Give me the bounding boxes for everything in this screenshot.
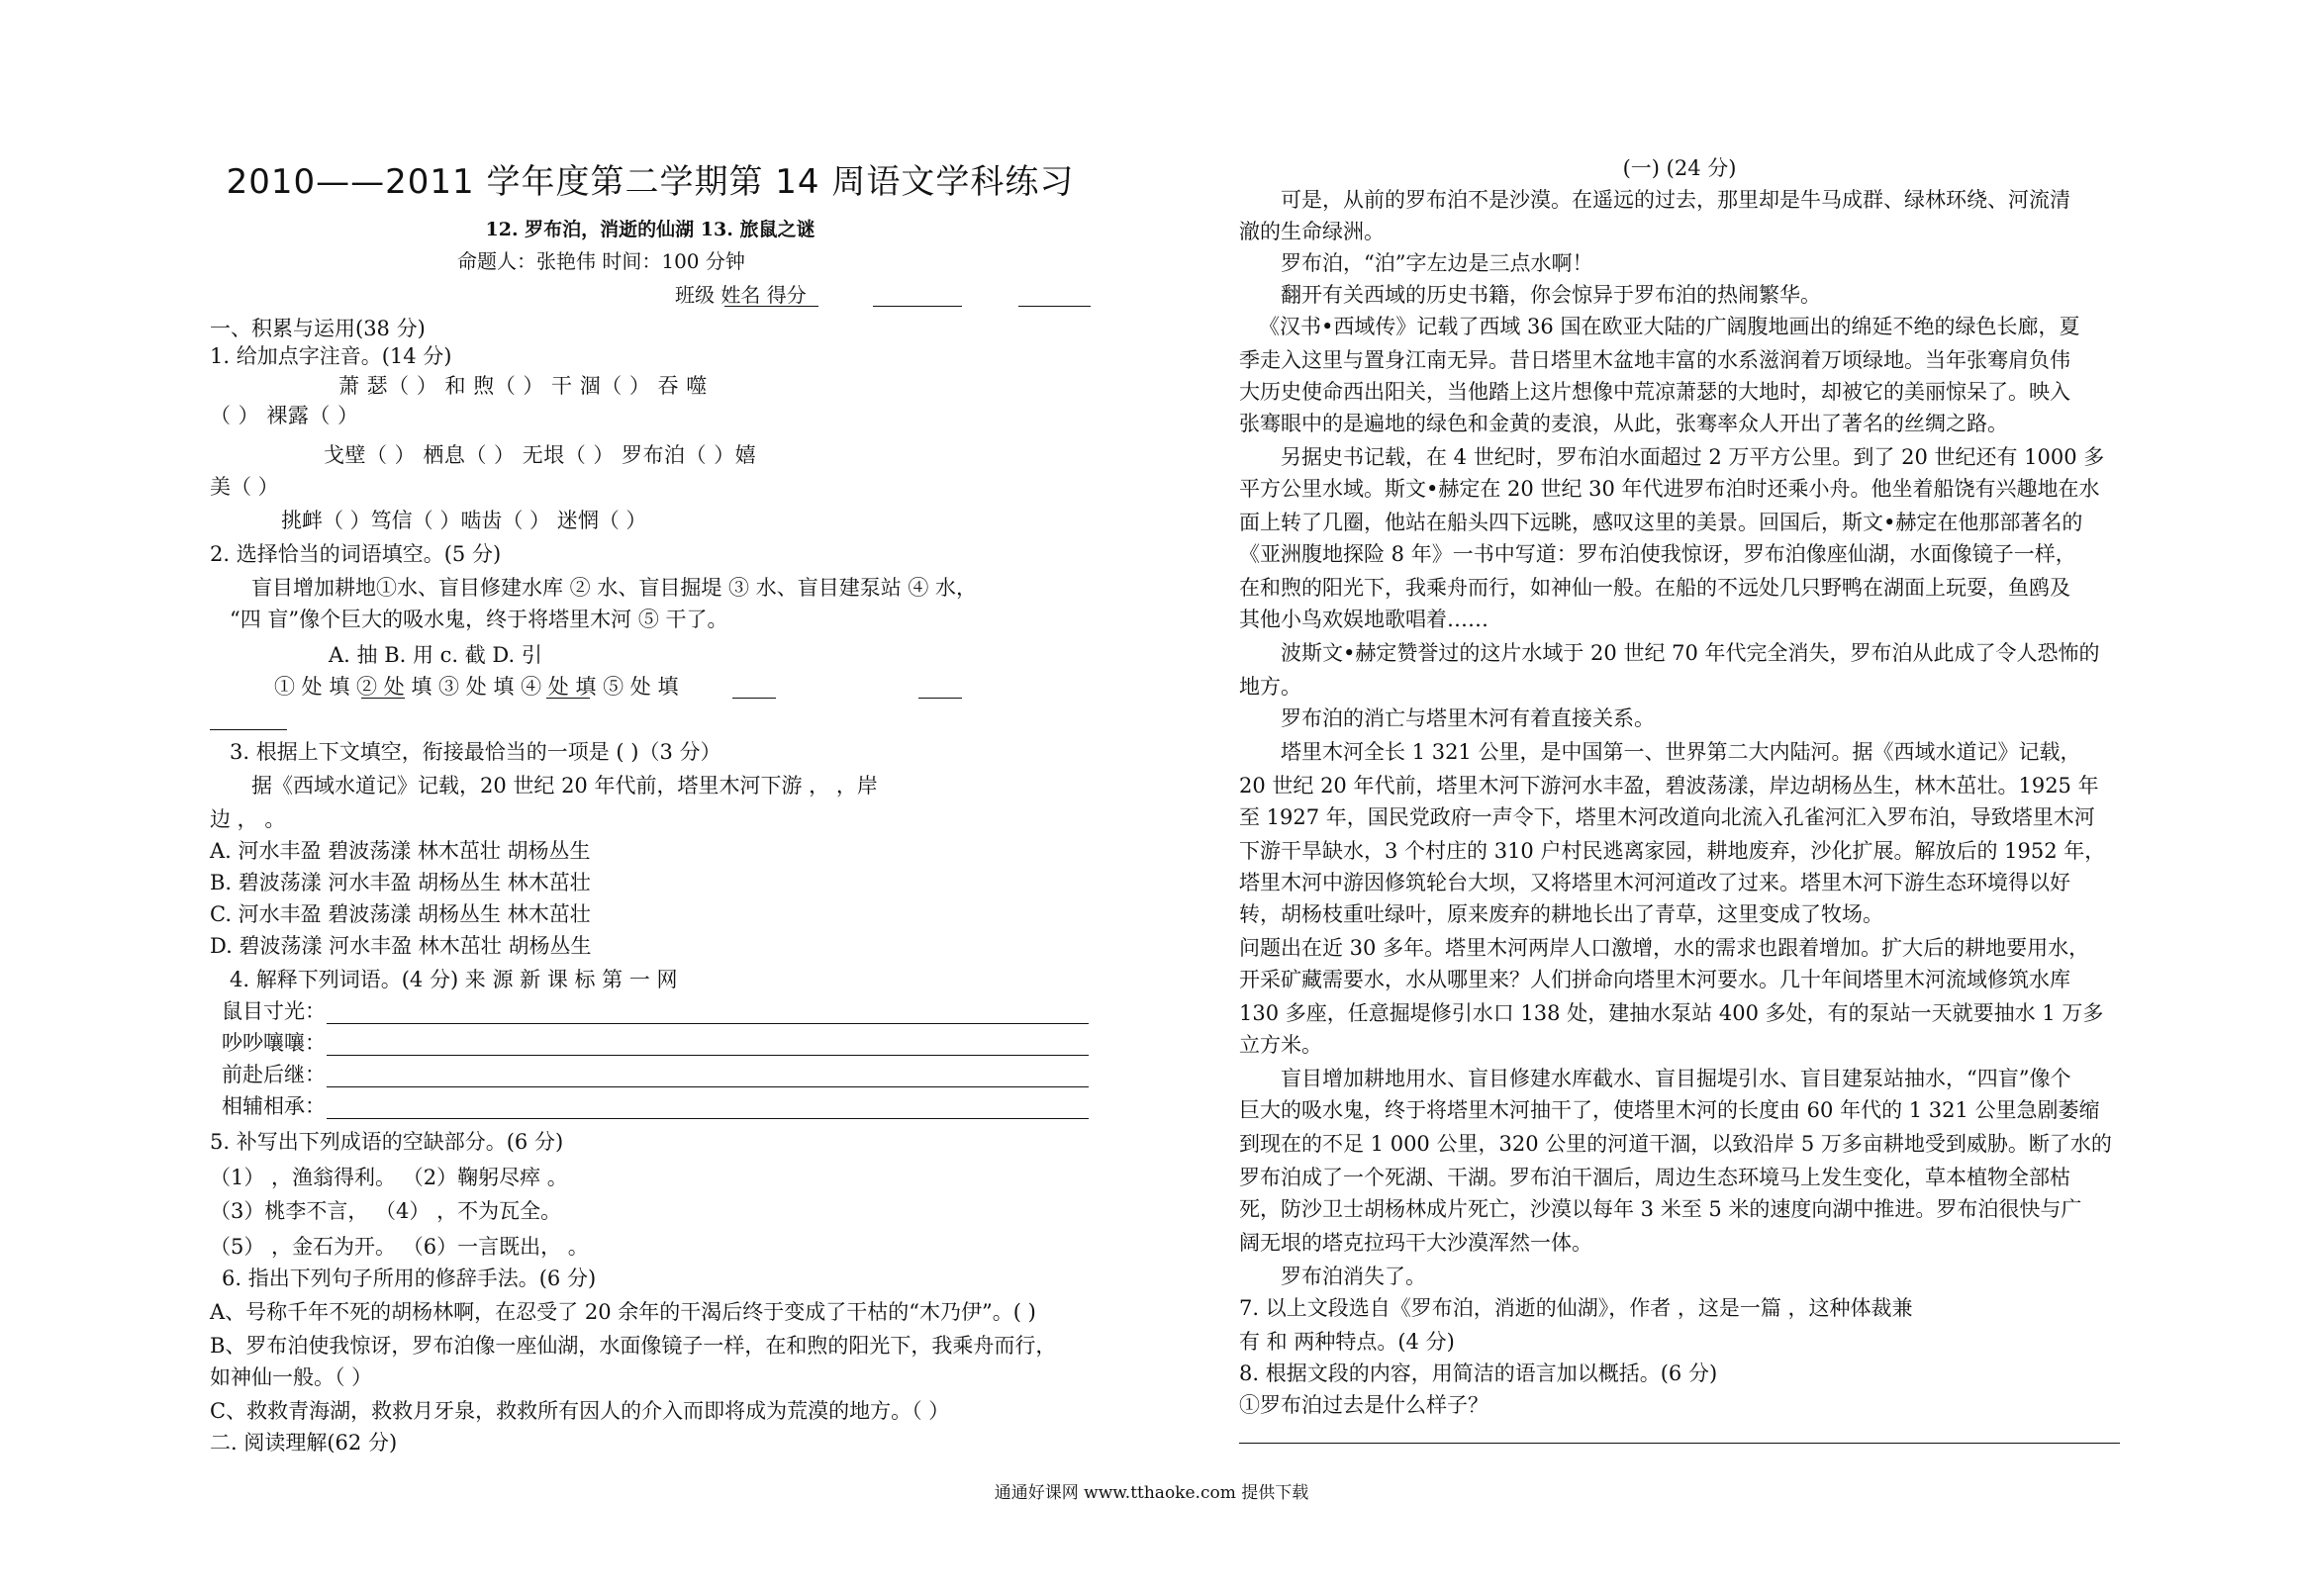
q3-option-a: A. 河水丰盈 碧波荡漾 林木茁壮 胡杨丛生 bbox=[210, 839, 591, 863]
score-blank[interactable] bbox=[1018, 306, 1091, 307]
q2-blank-1[interactable] bbox=[361, 698, 405, 699]
q6-item-b: B、罗布泊使我惊讶，罗布泊像一座仙湖，水面像镜子一样，在和煦的阳光下，我乘舟而行， bbox=[210, 1334, 1057, 1358]
passage-line: 130 多座，任意掘堤修引水口 138 处，建抽水泵站 400 多处，有的泵站一天就要抽水 1 万多 bbox=[1239, 1001, 2104, 1025]
passage-line: 翻开有关西域的历史书籍，你会惊异于罗布泊的热闹繁华。 bbox=[1281, 283, 1821, 307]
q2-answer-row-2 bbox=[210, 704, 1091, 732]
passage-line: 罗布泊成了一个死湖、干湖。罗布泊干涸后，周边生态环境马上发生变化，草本植物全部枯 bbox=[1239, 1166, 2070, 1189]
q3-prompt: 3. 根据上下文填空，衔接最恰当的一项是 ( )（3 分） bbox=[230, 740, 721, 764]
q6-item-c: C、救救青海湖，救救月牙泉，救救所有因人的介入而即将成为荒漠的地方。（ ） bbox=[210, 1399, 950, 1423]
q1-row-2: （ ） 裸露（ ） bbox=[210, 404, 359, 427]
passage-line: 罗布泊的消亡与塔里木河有着直接关系。 bbox=[1281, 706, 1655, 730]
passage-line: 其他小鸟欢娱地歌唱着…… bbox=[1239, 608, 1488, 631]
q2-answer-row bbox=[274, 673, 1091, 701]
exam-title: 2010——2011 学年度第二学期第 14 周语文学科练习 bbox=[226, 162, 1075, 202]
passage-line: 转，胡杨枝重吐绿叶，原来废弃的耕地长出了青草，这里变成了牧场。 bbox=[1239, 902, 1883, 926]
reading-section-title: (一) (24 分) bbox=[1622, 156, 1737, 180]
q7-prompt: 7. 以上文段选自《罗布泊，消逝的仙湖》，作者 ，这是一篇 ，这种体裁兼 bbox=[1239, 1296, 1913, 1320]
q4-term-2: 吵吵嚷嚷： bbox=[222, 1031, 326, 1055]
q2-options: A. 抽 B. 用 c. 截 D. 引 bbox=[329, 643, 542, 667]
q5-row-3: （5） ，金石为开。 （6）一言既出， 。 bbox=[210, 1235, 589, 1259]
q2-blank-3[interactable] bbox=[732, 698, 776, 699]
passage-line: 下游干旱缺水，3 个村庄的 310 户村民逃离家园，耕地废弃，沙化扩展。解放后的 1952 年， bbox=[1239, 839, 2106, 863]
section-2-heading: 二. 阅读理解(62 分) bbox=[210, 1431, 398, 1455]
download-footer: 通通好课网 www.tthaoke.com 提供下载 bbox=[994, 1483, 1309, 1503]
q8-sub-1: ①罗布泊过去是什么样子？ bbox=[1239, 1393, 1488, 1417]
q4-answer-line-2[interactable] bbox=[327, 1055, 1089, 1056]
passage-line: 立方米。 bbox=[1239, 1033, 1322, 1057]
q4-answer-line-3[interactable] bbox=[327, 1086, 1089, 1087]
q5-row-2: （3）桃李不言， （4） ，不为瓦全。 bbox=[210, 1199, 562, 1223]
class-blank[interactable] bbox=[724, 306, 818, 307]
q4-term-4: 相辅相承： bbox=[222, 1094, 326, 1118]
q3-option-d: D. 碧波荡漾 河水丰盈 林木茁壮 胡杨丛生 bbox=[210, 934, 592, 958]
passage-line: 张骞眼中的是遍地的绿色和金黄的麦浪，从此，张骞率众人开出了著名的丝绸之路。 bbox=[1239, 412, 2008, 435]
q2-answer-labels: ① 处 填 ② 处 填 ③ 处 填 ④ 处 填 ⑤ 处 填 bbox=[274, 675, 679, 699]
q4-answer-line-4[interactable] bbox=[327, 1118, 1089, 1119]
q2-blank-5[interactable] bbox=[210, 729, 287, 730]
q3-passage-2: 边 ， 。 bbox=[210, 807, 286, 831]
passage-line: 平方公里水域。斯文•赫定在 20 世纪 30 年代进罗布泊时还乘小舟。他坐着船饶有兴趣地在水 bbox=[1239, 477, 2100, 501]
q8-prompt: 8. 根据文段的内容，用简洁的语言加以概括。(6 分) bbox=[1239, 1361, 1718, 1385]
passage-line: 罗布泊，“泊”字左边是三点水啊！ bbox=[1281, 251, 1593, 275]
q1-row-4: 美（ ） bbox=[210, 475, 279, 499]
q7-prompt-cont: 有 和 两种特点。(4 分) bbox=[1239, 1330, 1455, 1354]
passage-line: 阔无垠的塔克拉玛干大沙漠浑然一体。 bbox=[1239, 1231, 1592, 1255]
q4-term-3: 前赴后继： bbox=[222, 1063, 326, 1086]
q2-passage-2: “四 盲”像个巨大的吸水鬼，终于将塔里木河 ⑤ 干了。 bbox=[230, 608, 728, 631]
q4-term-1: 鼠目寸光： bbox=[222, 999, 326, 1023]
passage-line: 盲目增加耕地用水、盲目修建水库截水、盲目掘堤引水、盲目建泵站抽水，“四盲”像个 bbox=[1281, 1067, 2071, 1090]
passage-line: 澈的生命绿洲。 bbox=[1239, 220, 1385, 243]
q2-blank-2[interactable] bbox=[546, 698, 590, 699]
passage-line: 死，防沙卫士胡杨林成片死亡，沙漠以每年 3 米至 5 米的速度向湖中推进。罗布泊很快与广 bbox=[1239, 1197, 2082, 1221]
passage-line: 至 1927 年，国民党政府一声令下，塔里木河改道向北流入孔雀河汇入罗布泊，导致塔里木河 bbox=[1239, 805, 2095, 829]
q3-option-c: C. 河水丰盈 碧波荡漾 胡杨丛生 林木茁壮 bbox=[210, 902, 591, 926]
q8-answer-line[interactable] bbox=[1239, 1443, 2120, 1444]
passage-line: 塔里木河中游因修筑轮台大坝，又将塔里木河河道改了过来。塔里木河下游生态环境得以好 bbox=[1239, 871, 2070, 894]
q1-row-3: 戈壁（ ） 栖息（ ） 无垠（ ） 罗布泊（ ）嬉 bbox=[324, 443, 757, 467]
passage-line: 季走入这里与置身江南无异。昔日塔里木盆地丰富的水系滋润着万顷绿地。当年张骞肩负伟 bbox=[1239, 348, 2070, 372]
q4-prompt: 4. 解释下列词语。(4 分) 来 源 新 课 标 第 一 网 bbox=[230, 968, 678, 991]
q3-option-b: B. 碧波荡漾 河水丰盈 胡杨丛生 林木茁壮 bbox=[210, 871, 591, 894]
q5-prompt: 5. 补写出下列成语的空缺部分。(6 分) bbox=[210, 1130, 564, 1154]
passage-line: 到现在的不足 1 000 公里，320 公里的河道干涸，以致沿岸 5 万多亩耕地受到威胁。断了水的 bbox=[1239, 1132, 2112, 1156]
passage-line: 罗布泊消失了。 bbox=[1281, 1265, 1426, 1288]
passage-line: 可是，从前的罗布泊不是沙漠。在遥远的过去，那里却是牛马成群、绿林环绕、河流清 bbox=[1281, 188, 2070, 212]
q5-row-1: （1） ，渔翁得利。 （2）鞠躬尽瘁 。 bbox=[210, 1166, 568, 1189]
q2-prompt: 2. 选择恰当的词语填空。(5 分) bbox=[210, 542, 502, 566]
q4-answer-line-1[interactable] bbox=[327, 1023, 1089, 1024]
passage-line: 《汉书•西域传》记载了西域 36 国在欧亚大陆的广阔腹地画出的绵延不绝的绿色长廊，夏 bbox=[1259, 315, 2080, 338]
passage-line: 巨大的吸水鬼，终于将塔里木河抽干了，使塔里木河的长度由 60 年代的 1 321 公里急剧萎缩 bbox=[1239, 1098, 2100, 1122]
q6-item-a: A、号称千年不死的胡杨林啊，在忍受了 20 余年的干渴后终于变成了干枯的“木乃伊”。( ) bbox=[210, 1300, 1036, 1324]
passage-line: 问题出在近 30 多年。塔里木河两岸人口激增，水的需求也跟着增加。扩大后的耕地要用水， bbox=[1239, 936, 2090, 960]
q6-prompt: 6. 指出下列句子所用的修辞手法。(6 分) bbox=[222, 1267, 597, 1290]
q1-row-1: 萧 瑟（ ） 和 煦（ ） 干 涸（ ） 吞 噬 bbox=[338, 374, 708, 398]
passage-line: 大历史使命西出阳关，当他踏上这片想像中荒凉萧瑟的大地时，却被它的美丽惊呆了。映入 bbox=[1239, 380, 2070, 404]
passage-line: 塔里木河全长 1 321 公里，是中国第一、世界第二大内陆河。据《西域水道记》记载， bbox=[1281, 740, 2081, 764]
section-1-heading: 一、积累与运用(38 分) bbox=[210, 317, 426, 340]
passage-line: 另据史书记载，在 4 世纪时，罗布泊水面超过 2 万平方公里。到了 20 世纪还有 1000 多 bbox=[1281, 445, 2105, 469]
q1-prompt: 1. 给加点字注音。(14 分) bbox=[210, 344, 452, 368]
q6-item-b-cont: 如神仙一般。（ ） bbox=[210, 1365, 373, 1389]
author-line: 命题人：张艳伟 时间：100 分钟 bbox=[457, 249, 745, 273]
passage-line: 地方。 bbox=[1239, 675, 1301, 699]
q2-passage-1: 盲目增加耕地①水、盲目修建水库 ② 水、盲目掘堤 ③ 水、盲目建泵站 ④ 水， bbox=[251, 576, 978, 600]
q2-blank-4[interactable] bbox=[918, 698, 962, 699]
class-line-text: 班级 姓名 得分 bbox=[675, 283, 807, 307]
name-blank[interactable] bbox=[873, 306, 962, 307]
passage-line: 《亚洲腹地探险 8 年》一书中写道：罗布泊使我惊讶，罗布泊像座仙湖，水面像镜子一样， bbox=[1239, 542, 2076, 566]
passage-line: 开采矿藏需要水，水从哪里来？人们拼命向塔里木河要水。几十年间塔里木河流域修筑水库 bbox=[1239, 968, 2070, 991]
passage-line: 20 世纪 20 年代前，塔里木河下游河水丰盈，碧波荡漾，岸边胡杨丛生，林木茁壮。1925 年 bbox=[1239, 774, 2099, 798]
q1-row-5: 挑衅（ ）笃信（ ）啮齿（ ） 迷惘（ ） bbox=[281, 509, 647, 532]
q3-passage-1: 据《西域水道记》记载，20 世纪 20 年代前，塔里木河下游 ， ，岸 bbox=[251, 774, 878, 798]
passage-line: 面上转了几圈，他站在船头四下远眺，感叹这里的美景。回国后，斯文•赫定在他那部著名的 bbox=[1239, 511, 2083, 534]
passage-line: 在和煦的阳光下，我乘舟而行，如神仙一般。在船的不远处几只野鸭在湖面上玩耍，鱼鸥及 bbox=[1239, 576, 2070, 600]
class-name-score-line bbox=[675, 281, 1091, 309]
lesson-subtitle: 12. 罗布泊，消逝的仙湖 13. 旅鼠之谜 bbox=[485, 219, 816, 240]
passage-line: 波斯文•赫定赞誉过的这片水域于 20 世纪 70 年代完全消失，罗布泊从此成了令人恐怖的 bbox=[1281, 641, 2100, 665]
